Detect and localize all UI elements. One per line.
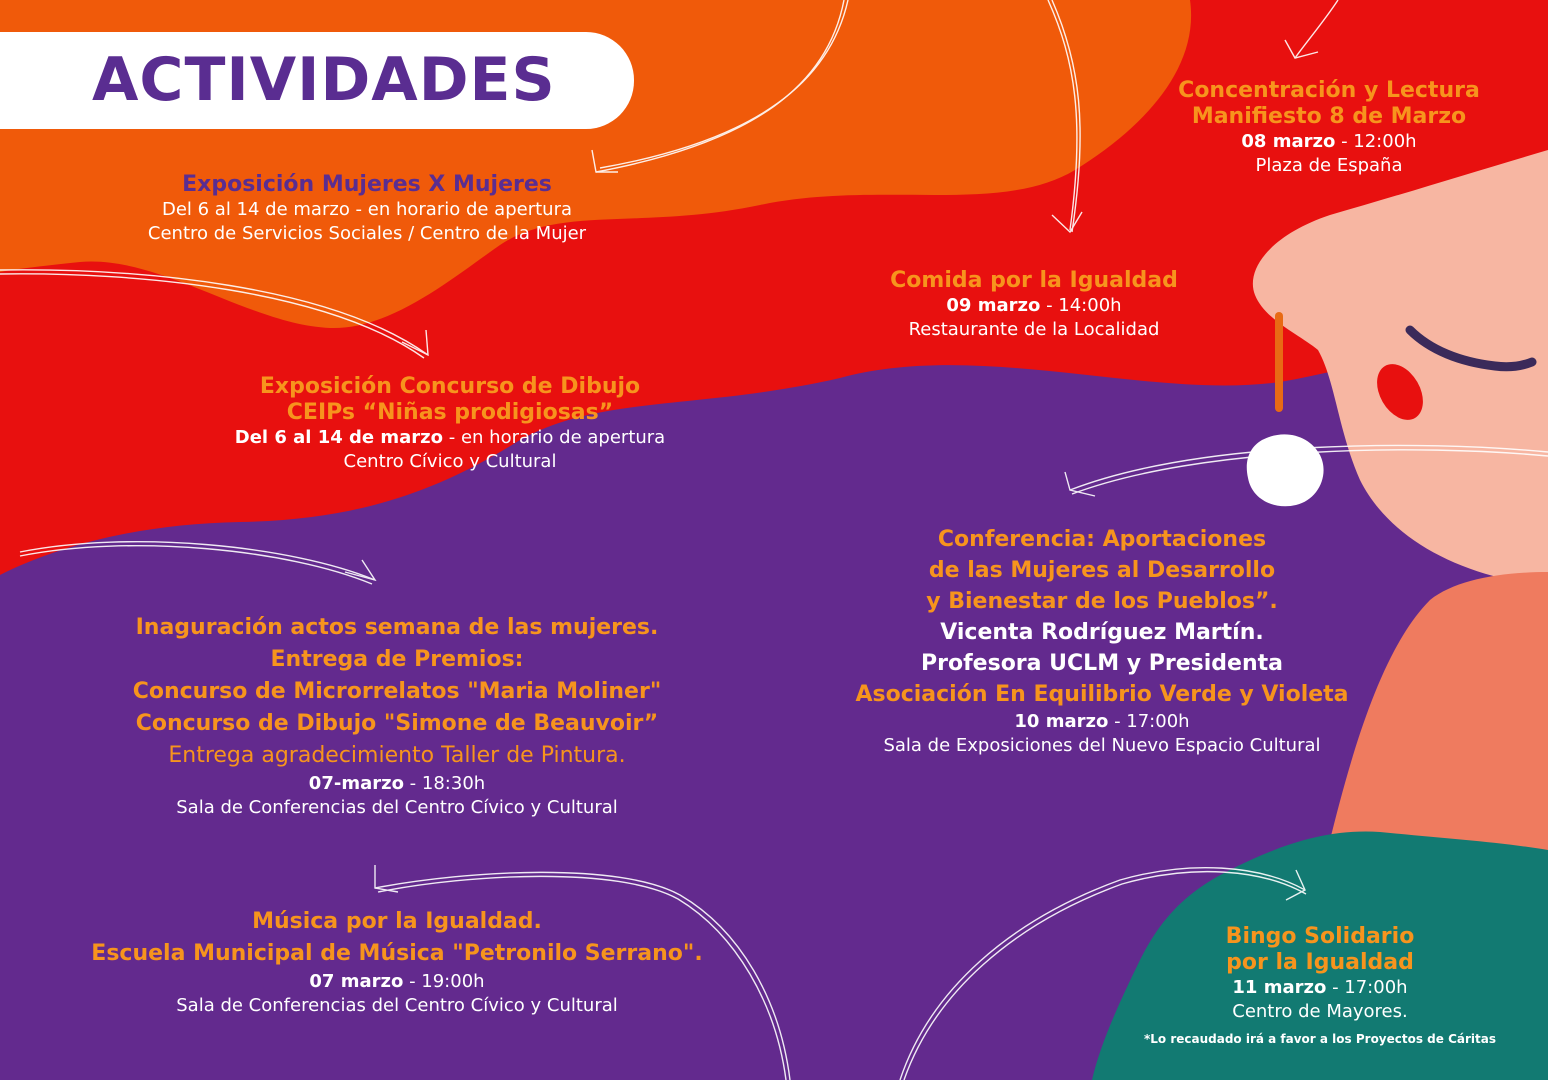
event-place: Centro de Mayores. bbox=[1232, 1001, 1408, 1022]
event-datetime bbox=[1129, 130, 1529, 154]
event-title-line-1: Bingo Solidario bbox=[1225, 924, 1415, 949]
white-blob bbox=[1247, 434, 1324, 506]
event-datetime bbox=[47, 970, 747, 994]
event-datetime bbox=[200, 426, 700, 450]
event-date: 07-marzo bbox=[308, 773, 404, 794]
event-concentracion bbox=[1129, 78, 1529, 178]
event-title-line-2: CEIPs “Niñas prodigiosas” bbox=[286, 400, 614, 425]
event-date: 08 marzo bbox=[1241, 131, 1336, 152]
event-title-line-2: Escuela Municipal de Música "Petronilo Serrano". bbox=[91, 941, 703, 966]
event-time: - en horario de apertura bbox=[443, 427, 666, 448]
page-title: ACTIVIDADES bbox=[92, 45, 556, 115]
event-datetime bbox=[812, 710, 1392, 734]
event-time: - 17:00h bbox=[1326, 977, 1408, 998]
title-banner bbox=[0, 32, 634, 129]
event-conferencia bbox=[812, 524, 1392, 758]
event-title-line-1: Música por la Igualdad. bbox=[252, 909, 542, 934]
event-place: Sala de Exposiciones del Nuevo Espacio Cultural bbox=[883, 735, 1321, 756]
event-comida bbox=[858, 268, 1210, 342]
event-exposicion-dibujo bbox=[200, 374, 700, 474]
event-date: Del 6 al 14 de marzo bbox=[234, 427, 444, 448]
event-title: Exposición Mujeres X Mujeres bbox=[182, 172, 552, 197]
event-place: Sala de Conferencias del Centro Cívico y Cultural bbox=[176, 797, 618, 818]
event-title-line-2: por la Igualdad bbox=[1226, 950, 1414, 975]
event-date: 10 marzo bbox=[1014, 711, 1109, 732]
event-title-line-4: Concurso de Dibujo "Simone de Beauvoir” bbox=[135, 711, 659, 736]
event-time: - 12:00h bbox=[1335, 131, 1417, 152]
event-place: Sala de Conferencias del Centro Cívico y Cultural bbox=[176, 995, 618, 1016]
event-time: - 19:00h bbox=[403, 971, 485, 992]
event-association: Asociación En Equilibrio Verde y Violeta bbox=[855, 682, 1349, 707]
event-time: - 18:30h bbox=[403, 773, 486, 794]
event-title-line-1: Inaguración actos semana de las mujeres. bbox=[135, 615, 659, 640]
event-title: Comida por la Igualdad bbox=[890, 268, 1178, 293]
event-date-line: Del 6 al 14 de marzo - en horario de apertura bbox=[161, 199, 573, 220]
event-title-line-2: Manifiesto 8 de Marzo bbox=[1191, 104, 1467, 129]
event-title-line-2: Entrega de Premios: bbox=[270, 647, 524, 672]
event-title-line-1: Exposición Concurso de Dibujo bbox=[259, 374, 641, 399]
event-speaker: Vicenta Rodríguez Martín. bbox=[940, 620, 1264, 645]
event-date: 09 marzo bbox=[946, 295, 1041, 316]
event-subtitle: Entrega agradecimiento Taller de Pintura. bbox=[168, 743, 626, 768]
event-musica bbox=[47, 906, 747, 1018]
event-place: Centro de Servicios Sociales / Centro de la Mujer bbox=[147, 223, 587, 244]
event-datetime bbox=[1120, 976, 1520, 1000]
event-note: *Lo recaudado irá a favor a los Proyectos de Cáritas bbox=[1143, 1032, 1497, 1046]
nose-drip bbox=[1275, 312, 1283, 412]
event-place: Centro Cívico y Cultural bbox=[343, 451, 557, 472]
event-time: - 17:00h bbox=[1108, 711, 1190, 732]
event-inauguracion bbox=[77, 612, 717, 820]
event-title-line-3: Concurso de Microrrelatos "Maria Moliner" bbox=[132, 679, 662, 704]
event-place: Restaurante de la Localidad bbox=[908, 319, 1160, 340]
event-title-line-1: Concentración y Lectura bbox=[1178, 78, 1480, 103]
event-title-line-3: y Bienestar de los Pueblos”. bbox=[926, 589, 1278, 614]
event-bingo bbox=[1120, 924, 1520, 1048]
event-title-line-1: Conferencia: Aportaciones bbox=[937, 527, 1267, 552]
event-datetime bbox=[77, 772, 717, 796]
event-title-line-2: de las Mujeres al Desarrollo bbox=[928, 558, 1276, 583]
event-datetime bbox=[858, 294, 1210, 318]
event-place: Plaza de España bbox=[1255, 155, 1403, 176]
event-exposicion-mujeres bbox=[97, 172, 637, 246]
event-time: - 14:00h bbox=[1040, 295, 1122, 316]
event-speaker-role: Profesora UCLM y Presidenta bbox=[921, 651, 1283, 676]
event-date: 07 marzo bbox=[309, 971, 404, 992]
event-date: 11 marzo bbox=[1232, 977, 1327, 998]
